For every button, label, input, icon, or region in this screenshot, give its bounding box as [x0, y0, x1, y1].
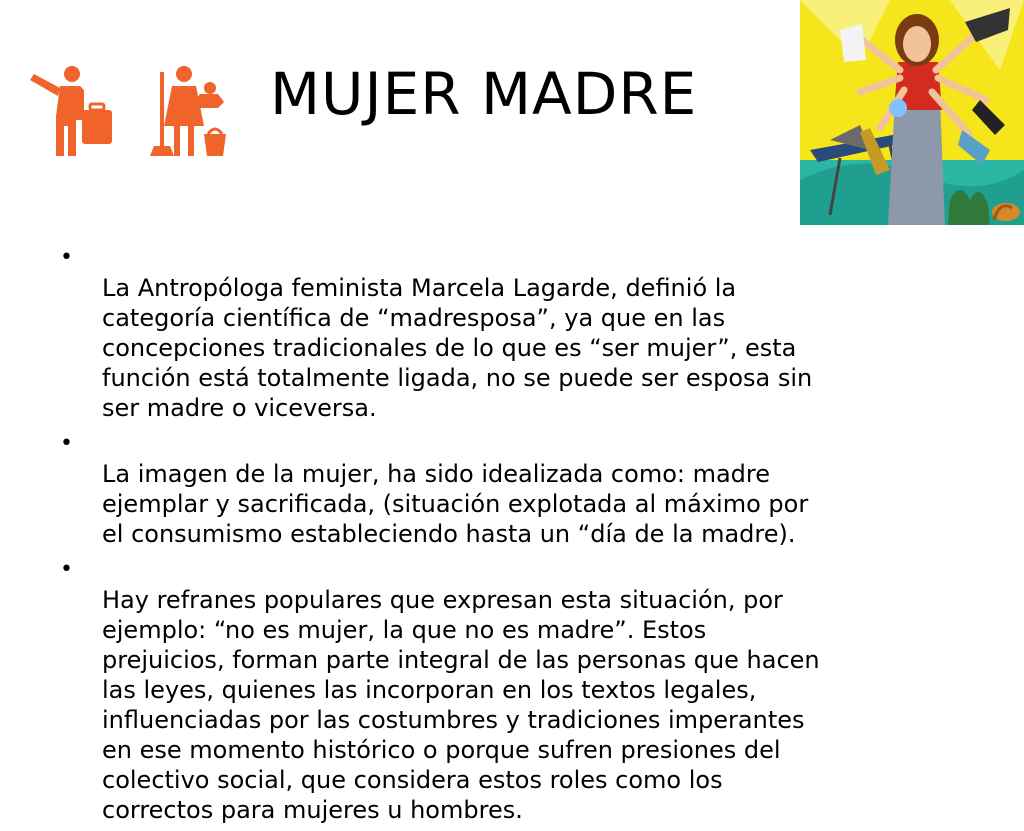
multi-armed-woman-multitasking-illustration [800, 0, 1024, 225]
bullet-marker: • [60, 557, 73, 582]
bullet-marker: • [60, 245, 73, 270]
bullet-text: Hay refranes populares que expresan esta situación, por ejemplo: “no es mujer, la que no es madre”. Estos prejuicios, forman parte integral de las personas que hacen las leyes, quienes las incorporan en los textos legales, influenciadas por las costumbres y tradiciones imperantes en ese momento histórico o porque sufren presiones del colectivo social, que considera estos roles como los correctos para mujeres u hombres. [102, 586, 820, 824]
bullet-text: La imagen de la mujer, ha sido idealizada como: madre ejemplar y sacrificada, (situación explotada al máximo por el consumismo estableciendo hasta un “día de la madre). [102, 460, 809, 548]
bullet-text: La Antropóloga feminista Marcela Lagarde, definió la categoría científica de “madresposa”, ya que en las concepciones tradicionales de lo que es “ser mujer”, esta función está totalmente ligada, no se puede ser esposa sin ser madre o viceversa. [102, 274, 813, 422]
woman-with-baby-broom-bucket-icon [148, 64, 230, 160]
bullet-item [56, 243, 986, 423]
bullet-list [56, 243, 986, 831]
traveler-with-suitcase-icon [30, 64, 112, 160]
bullet-marker: • [60, 431, 73, 456]
bullet-item [56, 429, 986, 549]
bullet-item [56, 555, 986, 825]
slide-title: MUJER MADRE [270, 60, 698, 128]
